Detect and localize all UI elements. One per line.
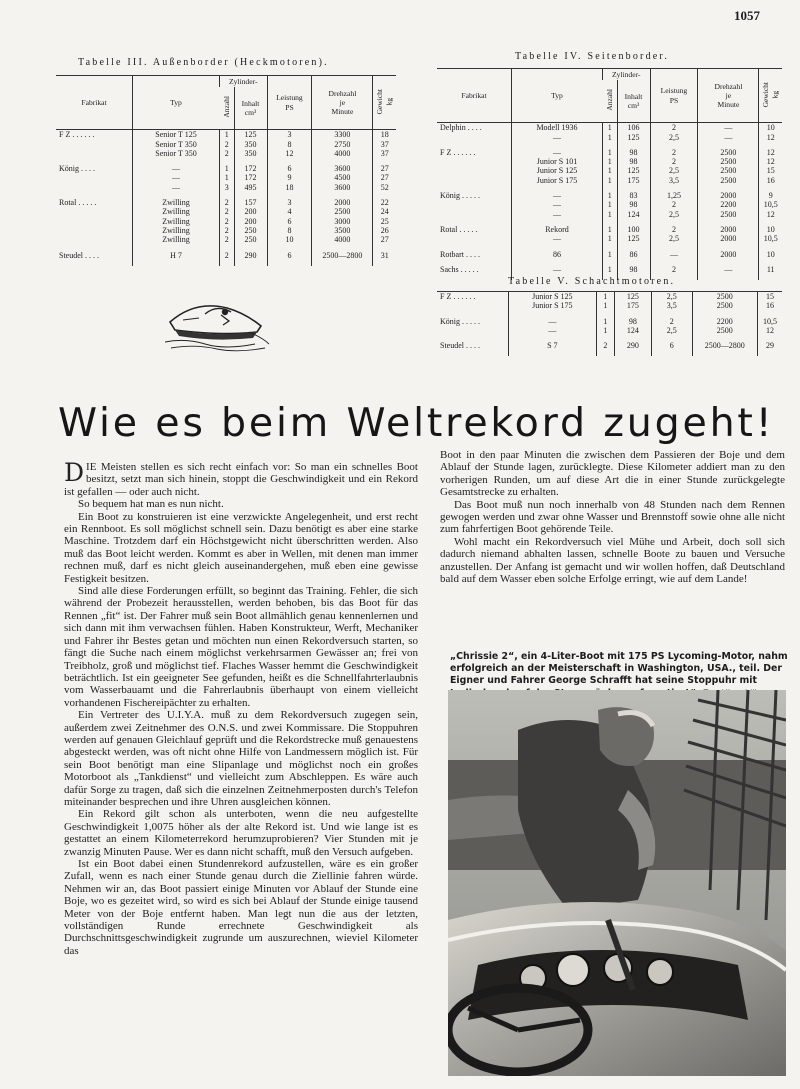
table-cell: — [698,265,759,274]
table-cell: 2 [596,341,614,350]
table-row [56,130,396,158]
table-cell: 2 2,5 [651,317,692,336]
table-cell: 10 10,5 [759,225,782,244]
table-cell: Senior T 125 Senior T 350 Senior T 350 [133,130,220,158]
article-paragraph: Ein Rekord gilt schon als unterboten, wenn die neu aufgestellte Geschwindigkeit 1,0075 höher als der alte Rekord ist. Und wie lange ist es gestattet an einem Kilometerrekord herumzuprobieren? Vier Stunden mit je zwanzig Minuten Pause. Wer es dann nicht schafft, muß den Versuch aufgeben. [64,808,418,858]
article-paragraph: Ein Boot zu konstruieren ist eine verzwickte Angelegenheit, und erst recht ein Rennboot. Es soll möglichst schnell sein. Dazu benötigt es aber eine starke Maschine. Trotzdem darf ein Höchstgewicht nicht überschritten werden. Also muß das Boot leicht werden. Kommt es aber in Wellen, mit denen man immer rechnen muß, darf es nicht gleich auseinandergehen, muß eben eine gewisse Festigkeit besitzen. [64,510,418,585]
table-cell: — [650,250,698,259]
speedboat-sketch-icon [165,292,270,354]
table-cell: 86 [617,250,650,259]
table-cell: Steudel . . . . [59,250,99,260]
table-cell: 2 2,5 [650,123,698,142]
table-cell: F Z . . . . . . [440,292,476,301]
table-row [437,317,782,336]
table-row [437,123,782,142]
table-cell: 29 [757,341,782,350]
table-row [56,198,396,244]
col-inhalt: Inhalt cm³ [234,87,267,130]
photo-illustration [448,690,786,1076]
table-cell: Steudel . . . . [440,341,480,351]
table-cell: 125 350 350 [234,130,267,158]
col-inhalt: Inhalt cm³ [617,80,650,123]
table-cell: — Junior S 101 Junior S 125 Junior S 175 [512,148,603,185]
table-cell: 22 24 25 26 27 [373,198,396,244]
article-paragraph: Ein Vertreter des U.I.Y.A. muß zu dem Rekordversuch zugegen sein, außerdem zwei Zeitnehmer des O.N.S. und zwei Kommissare. Die Stoppuhren werden auf genauen Gleichlauf geprüft und die Rekordstrecke muß genauestens abgesteckt werden, was oft nicht ohne Hilfe von Landmessern möglich ist. Für sein Boot benötigt man eine Slipanlage und möglichst noch ein großes Motorboot als „Tankdienst“ und vielleicht zum Abschleppen. Es wäre auch dafür Sorge zu tragen, daß sich die einzelnen Zeitnehmerposten durch's Telefon miteinander besprechen und ihre Uhren ausgleichen können. [64,709,418,808]
table-cell: 106 125 [617,123,650,142]
table-row [437,225,782,244]
table-cell: 6 [267,251,312,260]
table-cell: S 7 [508,341,596,350]
col-typ: Typ [512,69,603,123]
article-right-column [440,449,785,585]
table-cell: 2000 2500 3000 3500 4000 [312,198,373,244]
table-cell: 1,25 2 2,5 [650,191,698,219]
table-cell: 86 [512,250,603,259]
headline: Wie es beim Weltrekord zugeht! [58,400,775,446]
table-cell: 12 12 15 16 [759,148,782,185]
col-fabrikat: Fabrikat [437,69,512,123]
table-cell: 1 1 [603,225,618,244]
table-row [437,341,782,350]
table-cell: 27 27 52 [373,164,396,192]
article-paragraph: So bequem hat man es nun nicht. [78,498,224,511]
table-cell: 9 10,5 12 [759,191,782,219]
col-drehzahl: Drehzahl je Minute [698,69,759,123]
table-cell: 3600 4500 3600 [312,164,373,192]
col-zylinder: Zylinder- [220,76,268,88]
col-fabrikat: Fabrikat [56,76,133,130]
table-row [437,292,782,311]
table-cell: 1 1 [603,123,618,142]
article-left-column [64,458,418,957]
article-paragraph: Boot in den paar Minuten die zwischen dem Passieren der Boje und dem Ablauf der Stunde lagen, zurücklegte. Diese Kilometer addiert man zu den vorherigen Runden, um auf diese Art die in einer Stunde zurückgelegte Gesamtstrecke zu erhalten. [440,449,785,499]
caption-text: „Chrissie 2“, ein 4-Liter-Boot mit 175 PS Lycoming-Motor, nahm erfolgreich an der Meisterschaft in Washington, USA., teil. Der Eigner und Fahrer George Schrafft hat seine Stoppuhr mit [450,651,788,686]
table3-title: Tabelle III. Außenborder (Heckmotoren). [78,57,329,68]
col-gewicht: Gewicht kg [373,76,396,130]
table-cell: 1 1 1 [603,191,618,219]
table-cell: 18 37 37 [373,130,396,158]
page-number: 1057 [734,8,760,23]
article-paragraph: Ist ein Boot dabei einen Stundenrekord aufzustellen, wäre es ein großer Zufall, wenn es nach einer Stunde genau durch die Ziellinie fahren würde. Nehmen wir an, das Boot passiert einige Minuten vor Ablauf der Stunde eine Boje, wo es gezeitet wird, so wird es sich bei Ablauf der Stunde einige tausend Meter von der Boje entfernt haben. Man legt nun die aus der letzten, vollständigen Runde errechnete Geschwindigkeit als Durchschnittsgeschwindigkeit zugrunde um auszurechnen, wieviel Kilometer das [64,858,418,957]
table-cell: 6 9 18 [267,164,312,192]
table-cell: — — [698,123,759,142]
drop-cap: D [64,458,85,487]
table-cell: 2500—2800 [312,251,373,260]
article-paragraph: Das Boot muß nun noch innerhalb von 48 Stunden nach dem Rennen gewogen werden und zwar ohne Wasser und Brennstoff sowie ohne alle nicht zum fahrfertigen Boot gehörende Teile. [440,498,785,536]
table-cell: 2000 [698,250,759,259]
table-cell: — — — [512,191,603,219]
table-cell: 3 4 6 8 10 [267,198,312,244]
table-cell: Delphin . . . . [440,123,482,133]
table-cell: König . . . . [59,164,95,174]
table-cell: 2500—2800 [692,341,757,350]
table-cell: Rotbart . . . . [440,249,480,259]
table-row [56,164,396,192]
table-cell: Rotal . . . . . [440,224,478,234]
table-cell: 83 98 124 [617,191,650,219]
table-cell: 2500 2500 2500 2500 [698,148,759,185]
table-cell: 100 125 [617,225,650,244]
table-cell: 1 1 [596,292,614,311]
table-cell: 2 [650,265,698,274]
table-cell: 2 [220,251,235,260]
col-typ: Typ [133,76,220,130]
table-cell: 1 2 2 [220,130,235,158]
table-cell: 1 1 3 [220,164,235,192]
article-paragraph: DIE Meisten stellen es sich recht einfach vor: So man ein schnelles Boot besitzt, setzt man sich hinein, stoppt die Geschwindigkeit und ein Rekord ist gefallen — oder auch nicht. [64,458,418,498]
table-cell: 2 2 2,5 3,5 [650,148,698,185]
table-cell: 31 [373,251,396,260]
col-zylinder: Zylinder- [603,69,651,81]
table-cell: 1 [603,250,618,259]
table-cell: 172 172 495 [234,164,267,192]
table-cell: 2000 2200 2500 [698,191,759,219]
col-gewicht: Gewicht kg [759,69,782,123]
table-cell: Junior S 125 Junior S 175 [508,292,596,311]
table-cell: F Z . . . . . . [440,147,476,157]
col-leistung: Leistung PS [267,76,312,130]
table-row [56,251,396,260]
table-cell: Rekord — [512,225,603,244]
row-spacer [56,260,396,266]
table-cell: 157 200 200 250 250 [234,198,267,244]
table-cell: 2500 2500 [692,292,757,311]
table-cell: 125 175 [615,292,652,311]
table-cell: 3300 2750 4000 [312,130,373,158]
col-anzahl: Anzahl [603,80,618,123]
table-cell: 15 16 [757,292,782,311]
table3 [56,75,396,266]
table4-title: Tabelle IV. Seitenborder. [515,51,670,62]
photo-mechanic-boat [448,690,786,1076]
table-cell: 10 [759,250,782,259]
table-cell: 2200 2500 [692,317,757,336]
table-cell: 2000 2000 [698,225,759,244]
table-cell: 2 2 2 2 2 [220,198,235,244]
table-cell: — — — [133,164,220,192]
article-paragraph: Wohl macht ein Rekordversuch viel Mühe und Arbeit, doch soll sich dadurch niemand abhalten lassen, schnelle Boote zu bauen und Versuche anzustellen. Der Anfang ist gemacht und wir wollen hoffen, daß Deutschland bald auf dem Wasser eben solche Erfolge erringt, wie auf dem Lande! [440,535,785,586]
table-cell: 10,5 12 [757,317,782,336]
table-cell: 290 [615,341,652,350]
table5-title: Tabelle V. Schachtmotoren. [508,276,676,287]
table-cell: 1 [603,265,618,274]
table-cell: Rotal . . . . . [59,198,97,208]
table-cell: F Z . . . . . . [59,130,95,140]
table-cell: 290 [234,251,267,260]
table5 [437,291,782,356]
col-anzahl: Anzahl [220,87,235,130]
table-cell: 6 [651,341,692,350]
table-cell: 10 12 [759,123,782,142]
row-spacer [437,350,782,356]
table-row [437,148,782,185]
article-paragraph: Sind alle diese Forderungen erfüllt, so beginnt das Training. Fehler, die sich während der Probezeit herausstellen, werden behoben, bis das Boot für das Rennen „fit“ ist. Der Fahrer muß sein Boot allmählich genau kennenlernen und sich dann mit ihm verwachsen fühlen. Haben Konstrukteur, Werft, Mechaniker und Fahrer ihr Bestes getan und möchten nun einen Rekordversuch starten, so fängt die Suche nach einem möglichst verkehrsarmen Gewässer an; frei von Treibholz, groß und möglichst tief. Flaches Wasser hemmt die Geschwindigkeit beträchtlich. Ist ein geeigneter See gefunden, heißt es die Schnellfahrterlaubnis vom Wasserbauamt und die Fahrerlaubnis überhaupt von einem vielleicht vorhandenen Fischereipächter zu erhalten. [64,585,418,709]
table-cell: — — [508,317,596,336]
table-cell: H 7 [133,251,220,260]
table-cell: Modell 1936 — [512,123,603,142]
table4 [437,68,782,280]
table-cell: 11 [759,265,782,274]
col-leistung: Leistung PS [650,69,698,123]
table-cell: 2,5 3,5 [651,292,692,311]
table-cell: 1 1 1 1 [603,148,618,185]
table-cell: 98 98 125 175 [617,148,650,185]
col-drehzahl: Drehzahl je Minute [312,76,373,130]
table-cell: Zwilling Zwilling Zwilling Zwilling Zwilling [133,198,220,244]
table-cell: 3 8 12 [267,130,312,158]
table-cell: 98 [617,265,650,274]
table-cell: 1 1 [596,317,614,336]
table-cell: — [512,265,603,274]
table-cell: König . . . . . [440,191,480,201]
table-row [437,250,782,259]
table-row [437,265,782,274]
table-cell: König . . . . . [440,316,480,326]
table-row [437,191,782,219]
table-cell: 2 2,5 [650,225,698,244]
table-cell: 98 124 [615,317,652,336]
table-cell: Sachs . . . . . [440,264,479,274]
